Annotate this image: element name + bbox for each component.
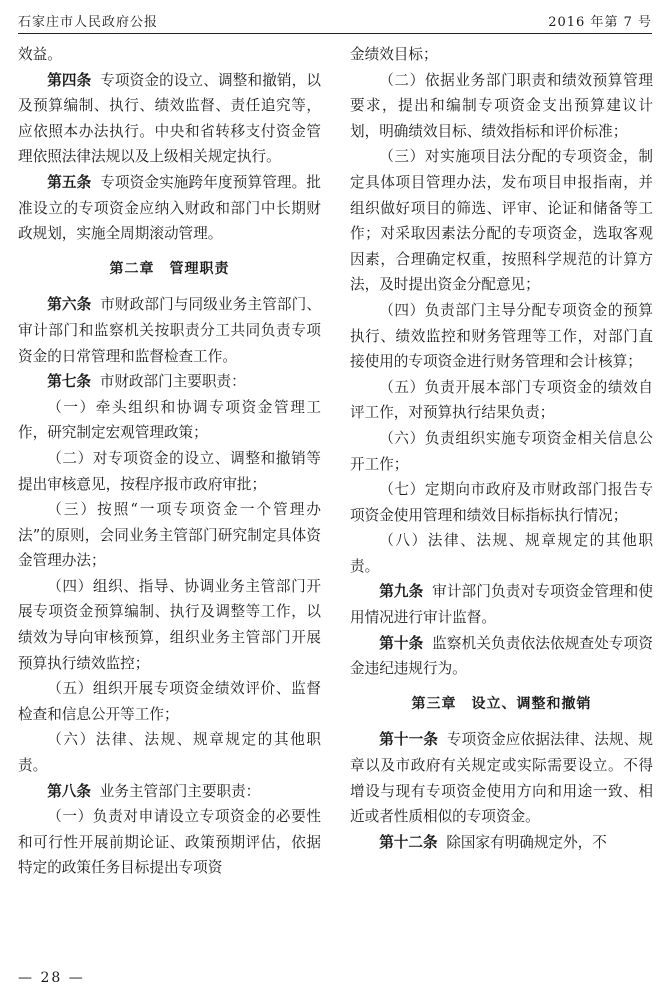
paragraph-text: （二）对专项资金的设立、调整和撤销等提出审核意见，按程序报市政府审批；	[18, 449, 321, 493]
paragraph-text: （三）按照“一项专项资金一个管理办法”的原则，会同业务主管部门研究制定具体资金管理办法；	[18, 501, 321, 570]
paragraph-text: （一）牵头组织和协调专项资金管理工作，研究制定宏观管理政策；	[18, 398, 321, 442]
list-item-paragraph	[18, 676, 321, 727]
paragraph-text: 监察机关负责依法依规查处专项资金违纪违规行为。	[350, 634, 653, 678]
article-paragraph	[18, 369, 321, 395]
list-item-paragraph	[18, 574, 321, 676]
article-paragraph	[350, 727, 653, 829]
list-item-paragraph	[350, 375, 653, 426]
header-divider	[18, 33, 652, 34]
paragraph-text: （六）法律、法规、规章规定的其他职责。	[18, 731, 321, 775]
paragraph-text: （一）负责对申请设立专项资金的必要性和可行性开展前期论证、政策预期评估，依据特定的政策任务目标提出专项资	[18, 808, 321, 877]
right-text-column	[350, 42, 653, 967]
chapter-heading: 第三章 设立、调整和撤销	[411, 695, 592, 712]
continued-paragraph	[18, 42, 321, 68]
paragraph-text: 专项资金实施跨年度预算管理。批准设立的专项资金应纳入财政和部门中长期财政规划，实施全周期滚动管理。	[18, 173, 321, 243]
gazette-title: 石家庄市人民政府公报	[18, 15, 159, 30]
article-number: 第九条	[379, 583, 424, 601]
paragraph-text: 市财政部门主要职责：	[99, 373, 246, 391]
list-item-paragraph	[18, 446, 321, 497]
article-paragraph	[350, 830, 653, 856]
paragraph-text: 金绩效目标；	[350, 46, 438, 63]
paragraph-text: （六）负责组织实施专项资金相关信息公开工作；	[350, 429, 653, 473]
list-item-paragraph	[18, 395, 321, 446]
paragraph-text: （四）组织、指导、协调业务主管部门开展专项资金预算编制、执行及调整等工作，以绩效为导向审核预算，组织业务主管部门开展预算执行绩效监控；	[18, 577, 321, 672]
paragraph-text: 审计部门负责对专项资金管理和使用情况进行审计监督。	[350, 583, 653, 627]
article-paragraph	[18, 779, 321, 805]
list-item-paragraph	[18, 804, 321, 881]
list-item-paragraph	[350, 298, 653, 375]
paragraph-text: 业务主管部门主要职责：	[99, 782, 261, 800]
list-item-paragraph	[350, 477, 653, 528]
article-paragraph	[350, 631, 653, 682]
article-number: 第四条	[47, 71, 92, 89]
article-paragraph	[18, 68, 321, 170]
list-item-paragraph	[350, 528, 653, 579]
paragraph-text: （七）定期向市政府及市财政部门报告专项资金使用管理和绩效目标指标执行情况；	[350, 481, 653, 524]
continued-paragraph	[350, 42, 653, 68]
article-number: 第五条	[47, 173, 92, 191]
paragraph-text: （二）依据业务部门职责和绩效预算管理要求，提出和编制专项资金支出预算建议计划，明确绩效目标、绩效指标和评价标准；	[350, 71, 653, 140]
paragraph-text: （五）组织开展专项资金绩效评价、监督检查和信息公开等工作；	[18, 680, 321, 723]
paragraph-text: 市财政部门与同级业务主管部门、审计部门和监察机关按职责分工共同负责专项资金的日常管理和监督检查工作。	[18, 296, 321, 365]
list-item-paragraph	[350, 68, 653, 145]
paragraph-text: 专项资金应依据法律、法规、规章以及市政府有关规定或实际需要设立。不得增设与现有专项资金使用方向和用途一致、相近或者性质相似的专项资金。	[350, 731, 653, 826]
page-header	[18, 8, 652, 30]
list-item-paragraph	[18, 497, 321, 574]
paragraph-text: （四）负责部门主导分配专项资金的预算执行、绩效监控和财务管理等工作，对部门直接使用的专项资金进行财务管理和会计核算；	[350, 301, 653, 371]
article-paragraph	[18, 170, 321, 247]
article-paragraph	[18, 292, 321, 369]
page-number: — 28 —	[18, 970, 85, 986]
chapter-heading: 第二章 管理职责	[109, 260, 230, 277]
article-paragraph	[350, 579, 653, 630]
article-number: 第十一条	[379, 731, 439, 749]
article-number: 第十二条	[379, 833, 438, 851]
paragraph-text: （八）法律、法规、规章规定的其他职责。	[350, 532, 653, 575]
paragraph-text: 除国家有明确规定外，不	[446, 833, 607, 851]
article-number: 第十条	[379, 634, 424, 652]
paragraph-text: （三）对实施项目法分配的专项资金，制定具体项目管理办法，发布项目申报指南，并组织做好项目的筛选、评审、论证和储备等工作；对采取因素法分配的专项资金，选取客观因素，合理确定权重，按照科学规范的计算方法，及时提出资金分配意见；	[350, 148, 653, 294]
issue-number: 2016 年第 7 号	[548, 15, 652, 30]
list-item-paragraph	[350, 144, 653, 298]
article-number: 第六条	[47, 296, 92, 314]
left-text-column	[18, 42, 321, 967]
paragraph-text: 效益。	[18, 46, 62, 63]
article-number: 第七条	[47, 373, 91, 391]
list-item-paragraph	[18, 727, 321, 778]
article-number: 第八条	[47, 782, 91, 800]
list-item-paragraph	[350, 426, 653, 477]
paragraph-text: 专项资金的设立、调整和撤销，以及预算编制、执行、绩效监督、责任追究等，应依照本办法执行。中央和省转移支付资金管理依照法律法规以及上级相关规定执行。	[18, 71, 321, 166]
paragraph-text: （五）负责开展本部门专项资金的绩效自评工作，对预算执行结果负责；	[350, 378, 653, 422]
